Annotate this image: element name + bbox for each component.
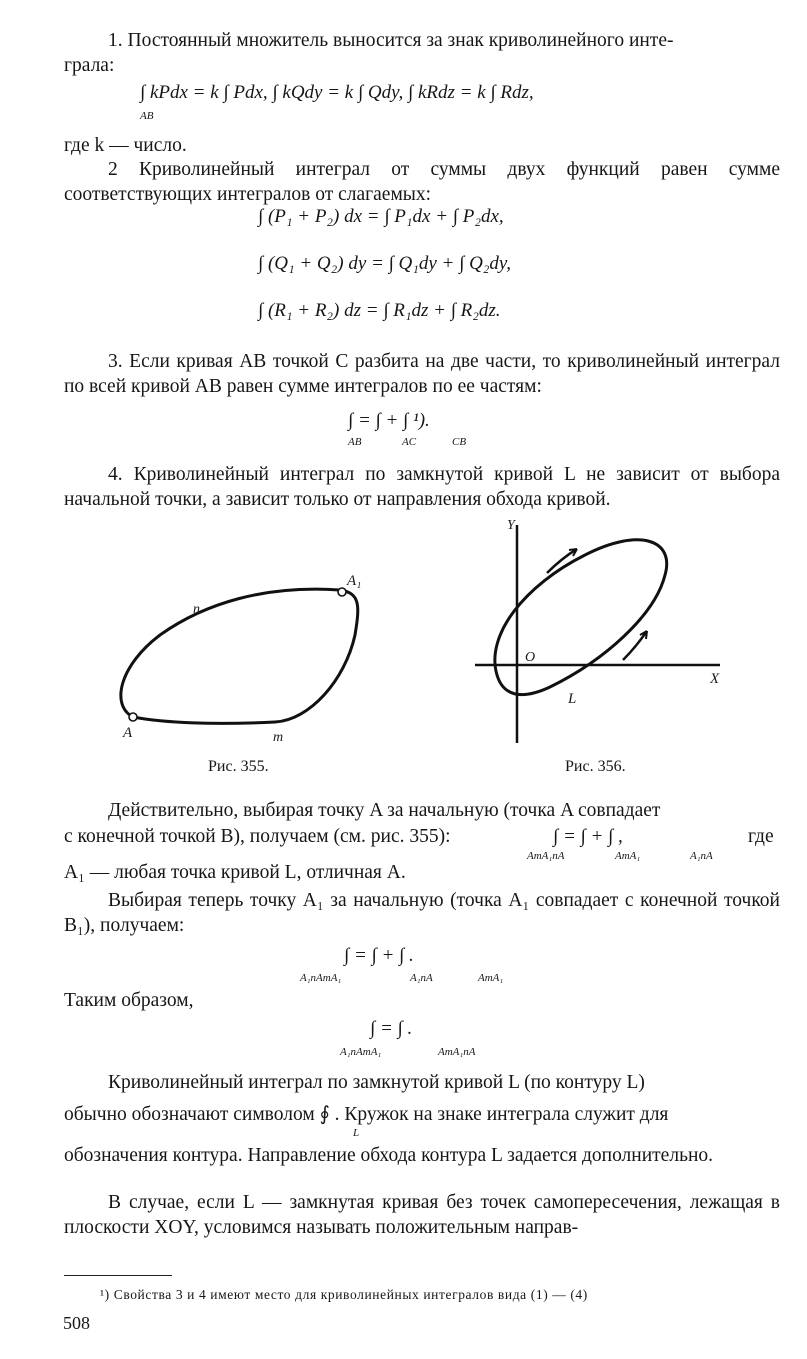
body1-line2-end: где <box>748 826 774 847</box>
item3-sub-ac: AC <box>402 436 417 448</box>
footnote: ¹) Свойства 3 и 4 имеют место для криволинейных интегралов вида (1) — (4) <box>100 1287 588 1302</box>
label-y: Y <box>507 518 515 533</box>
body1-line3: A₁ — любая точка кривой L, отличная A. <box>64 862 406 883</box>
item4-text: 4. Криволинейный интеграл по замкнутой кривой L не зависит от выбора начальной точки, а зависит только от направления обхода кривой. <box>64 464 780 510</box>
body3-formula: ∫ = ∫ . <box>370 1018 413 1039</box>
figure-355 <box>105 565 375 755</box>
item2-eq3: ∫ (R₁ + R₂) dz = ∫ R₁dz + ∫ R₂dz. <box>258 300 501 321</box>
body2-formula: ∫ = ∫ + ∫ . <box>344 945 414 966</box>
body2-sub-2: A₁nA <box>410 972 433 984</box>
item3-formula: ∫ = ∫ + ∫ ¹). <box>348 410 430 431</box>
body1-formula: ∫ = ∫ + ∫ , <box>553 826 623 847</box>
figure-356 <box>465 515 745 750</box>
body3-text: Таким образом, <box>64 990 194 1011</box>
body3-sub-1: A₁nAmA₁ <box>340 1046 382 1058</box>
page-number: 508 <box>63 1313 90 1333</box>
footnote-rule <box>64 1275 172 1276</box>
item1-where-k: где k — число. <box>64 135 187 156</box>
body2-sub-3: AmA₁ <box>478 972 504 984</box>
label-x: X <box>710 671 720 687</box>
label-n: n <box>193 602 200 617</box>
closed-curve-355 <box>121 589 358 723</box>
label-o: O <box>525 650 536 665</box>
item1-line1: 1. Постоянный множитель выносится за знак криволинейного инте- <box>108 30 674 51</box>
label-a: A <box>123 725 133 741</box>
item1-sub-ab: AB <box>140 110 154 122</box>
body4-line3: обозначения контура. Направление обхода контура L задается дополнительно. <box>64 1145 714 1166</box>
body1-sub-3: A₁nA <box>690 850 713 862</box>
item1-line2: грала: <box>64 55 115 76</box>
body1-sub-1: AmA₁nA <box>527 850 565 862</box>
label-a1: A₁ <box>347 573 362 589</box>
item2-eq2: ∫ (Q₁ + Q₂) dy = ∫ Q₁dy + ∫ Q₂dy, <box>258 253 512 274</box>
body1-line2-start: с конечной точкой B), получаем (см. рис. 355): <box>64 826 451 847</box>
item2-eq1: ∫ (P₁ + P₂) dx = ∫ P₁dx + ∫ P₂dx, <box>258 206 504 227</box>
body3-sub-2: AmA₁nA <box>438 1046 476 1058</box>
point-a1 <box>338 588 346 596</box>
item2-text: 2 Криволинейный интеграл от суммы двух функций равен сумме соответствующих интегралов от слагаемых: <box>64 159 780 205</box>
caption-356: Рис. 356. <box>565 758 626 775</box>
caption-355: Рис. 355. <box>208 758 269 775</box>
label-m: m <box>273 730 284 745</box>
item1-formula: ∫ kPdx = k ∫ Pdx, ∫ kQdy = k ∫ Qdy, ∫ kRdz = k ∫ Rdz, <box>140 82 534 103</box>
body4-line2: обычно обозначают символом ∮ . Кружок на знаке интеграла служит для <box>64 1104 669 1125</box>
point-a <box>129 713 137 721</box>
body2-text: Выбирая теперь точку A₁ за начальную (точка A₁ совпадает с конечной точкой B₁), получаем: <box>64 890 780 936</box>
body5-text: В случае, если L — замкнутая кривая без точек самопересечения, лежащая в плоскости XOY, условимся называть положительным направ- <box>64 1192 780 1238</box>
item3-sub-cb: CB <box>452 436 467 448</box>
item3-sub-ab: AB <box>348 436 362 448</box>
body4-line1: Криволинейный интеграл по замкнутой кривой L (по контуру L) <box>108 1072 645 1093</box>
body2-sub-1: A₁nAmA₁ <box>300 972 342 984</box>
body1-sub-2: AmA₁ <box>615 850 641 862</box>
item3-text: 3. Если кривая AB точкой C разбита на две части, то криволинейный интеграл по всей кривой AB равен сумме интегралов по ее частям: <box>64 351 780 397</box>
body4-sub-l: L <box>353 1127 360 1139</box>
closed-curve-356 <box>495 540 667 695</box>
body1-line1: Действительно, выбирая точку A за начальную (точка A совпадает <box>108 800 661 821</box>
label-l: L <box>568 691 577 707</box>
